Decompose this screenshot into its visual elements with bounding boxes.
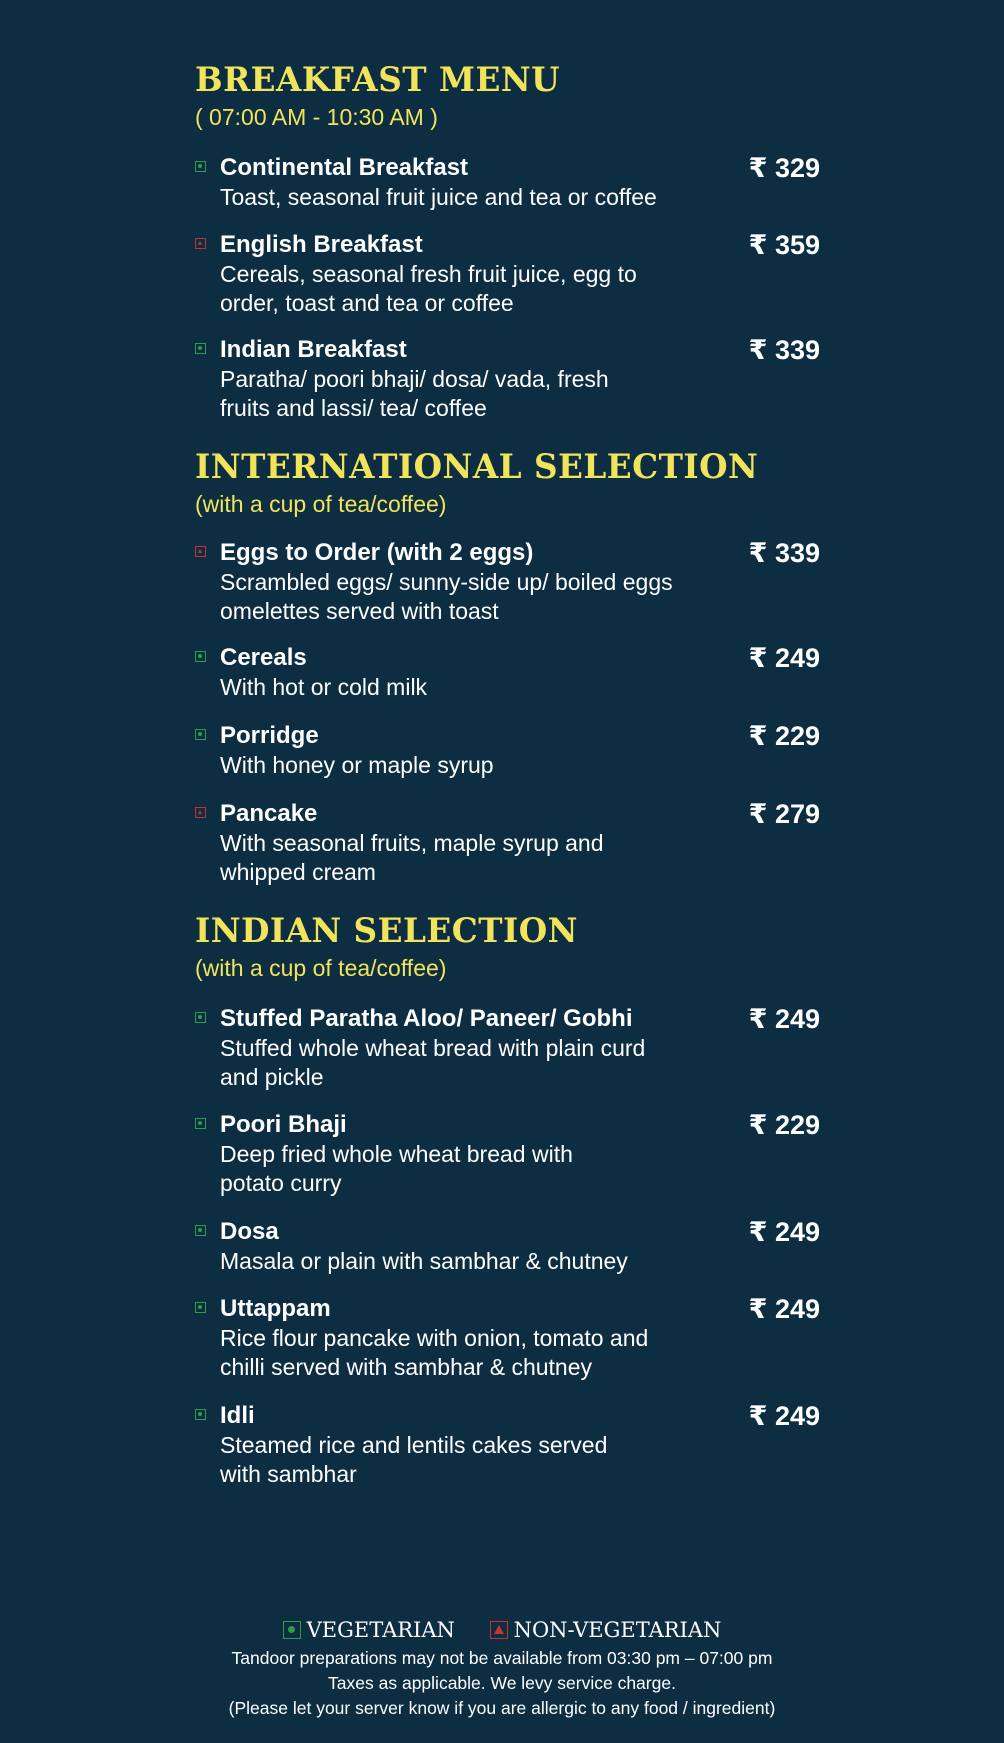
veg-icon <box>283 1621 301 1639</box>
legend-veg <box>283 1617 455 1643</box>
item-description: With honey or maple syrup <box>220 752 494 778</box>
veg-icon <box>195 729 206 740</box>
item-price: ₹ 359 <box>748 230 820 260</box>
item-name: Stuffed Paratha Aloo/ Paneer/ Gobhi <box>220 1005 633 1032</box>
item-price: ₹ 329 <box>748 153 820 183</box>
legend-non-veg-label: NON-VEGETARIAN <box>513 1618 722 1642</box>
item-price: ₹ 249 <box>748 1294 820 1324</box>
item-description: Toast, seasonal fruit juice and tea or coffee <box>220 184 657 210</box>
veg-icon <box>195 1118 206 1129</box>
non-veg-icon <box>195 807 206 818</box>
section-subtitle: (with a cup of tea/coffee) <box>195 955 447 981</box>
section-international <box>195 447 835 519</box>
item-name: Eggs to Order (with 2 eggs) <box>220 539 534 566</box>
non-veg-icon <box>490 1621 508 1639</box>
item-name: English Breakfast <box>220 231 423 258</box>
item-description: Cereals, seasonal fresh fruit juice, egg to order, toast and tea or coffee <box>220 261 637 316</box>
item-price: ₹ 339 <box>748 538 820 568</box>
item-description: Steamed rice and lentils cakes served with sambhar <box>220 1432 608 1487</box>
veg-icon <box>195 343 206 354</box>
item-price: ₹ 229 <box>748 721 820 751</box>
item-description: With hot or cold milk <box>220 674 428 700</box>
item-description: Rice flour pancake with onion, tomato and chilli served with sambhar & chutney <box>220 1325 649 1380</box>
item-name: Cereals <box>220 644 307 671</box>
section-title: BREAKFAST MENU <box>195 60 561 100</box>
item-price: ₹ 279 <box>748 799 820 829</box>
item-description: With seasonal fruits, maple syrup and whipped cream <box>220 830 604 885</box>
item-description: Scrambled eggs/ sunny-side up/ boiled eggs omelettes served with toast <box>220 569 673 624</box>
non-veg-icon <box>195 238 206 249</box>
section-indian <box>195 911 835 983</box>
item-price: ₹ 229 <box>748 1110 820 1140</box>
allergy-note: (Please let your server know if you are allergic to any food / ingredient) <box>228 1698 776 1718</box>
item-name: Porridge <box>220 722 319 749</box>
section-breakfast <box>195 60 835 132</box>
veg-icon <box>195 651 206 662</box>
item-price: ₹ 249 <box>748 1004 820 1034</box>
section-subtitle: (with a cup of tea/coffee) <box>195 491 447 517</box>
section-title: INTERNATIONAL SELECTION <box>195 447 759 487</box>
non-veg-icon <box>195 546 206 557</box>
veg-icon <box>195 1409 206 1420</box>
veg-icon <box>195 1302 206 1313</box>
item-name: Continental Breakfast <box>220 154 469 181</box>
item-price: ₹ 339 <box>748 335 820 365</box>
item-name: Poori Bhaji <box>220 1111 347 1138</box>
item-name: Idli <box>220 1402 255 1429</box>
item-description: Paratha/ poori bhaji/ dosa/ vada, fresh fruits and lassi/ tea/ coffee <box>220 366 609 421</box>
veg-icon <box>195 161 206 172</box>
item-description: Stuffed whole wheat bread with plain curd and pickle <box>220 1035 646 1090</box>
item-price: ₹ 249 <box>748 643 820 673</box>
legend-non-veg <box>490 1617 722 1643</box>
item-description: Masala or plain with sambhar & chutney <box>220 1248 628 1274</box>
item-name: Indian Breakfast <box>220 336 407 363</box>
item-price: ₹ 249 <box>748 1401 820 1431</box>
diet-legend <box>0 1617 1004 1645</box>
veg-icon <box>195 1012 206 1023</box>
item-price: ₹ 249 <box>748 1217 820 1247</box>
tax-note: Taxes as applicable. We levy service charge. <box>328 1673 676 1693</box>
veg-icon <box>195 1225 206 1236</box>
tandoor-note: Tandoor preparations may not be available from 03:30 pm – 07:00 pm <box>231 1648 773 1668</box>
legend-veg-label: VEGETARIAN <box>306 1618 455 1642</box>
item-name: Pancake <box>220 800 318 827</box>
section-title: INDIAN SELECTION <box>195 911 578 951</box>
section-subtitle: ( 07:00 AM - 10:30 AM ) <box>195 104 438 130</box>
item-description: Deep fried whole wheat bread with potato curry <box>220 1141 573 1196</box>
item-name: Uttappam <box>220 1295 331 1322</box>
item-name: Dosa <box>220 1218 279 1245</box>
